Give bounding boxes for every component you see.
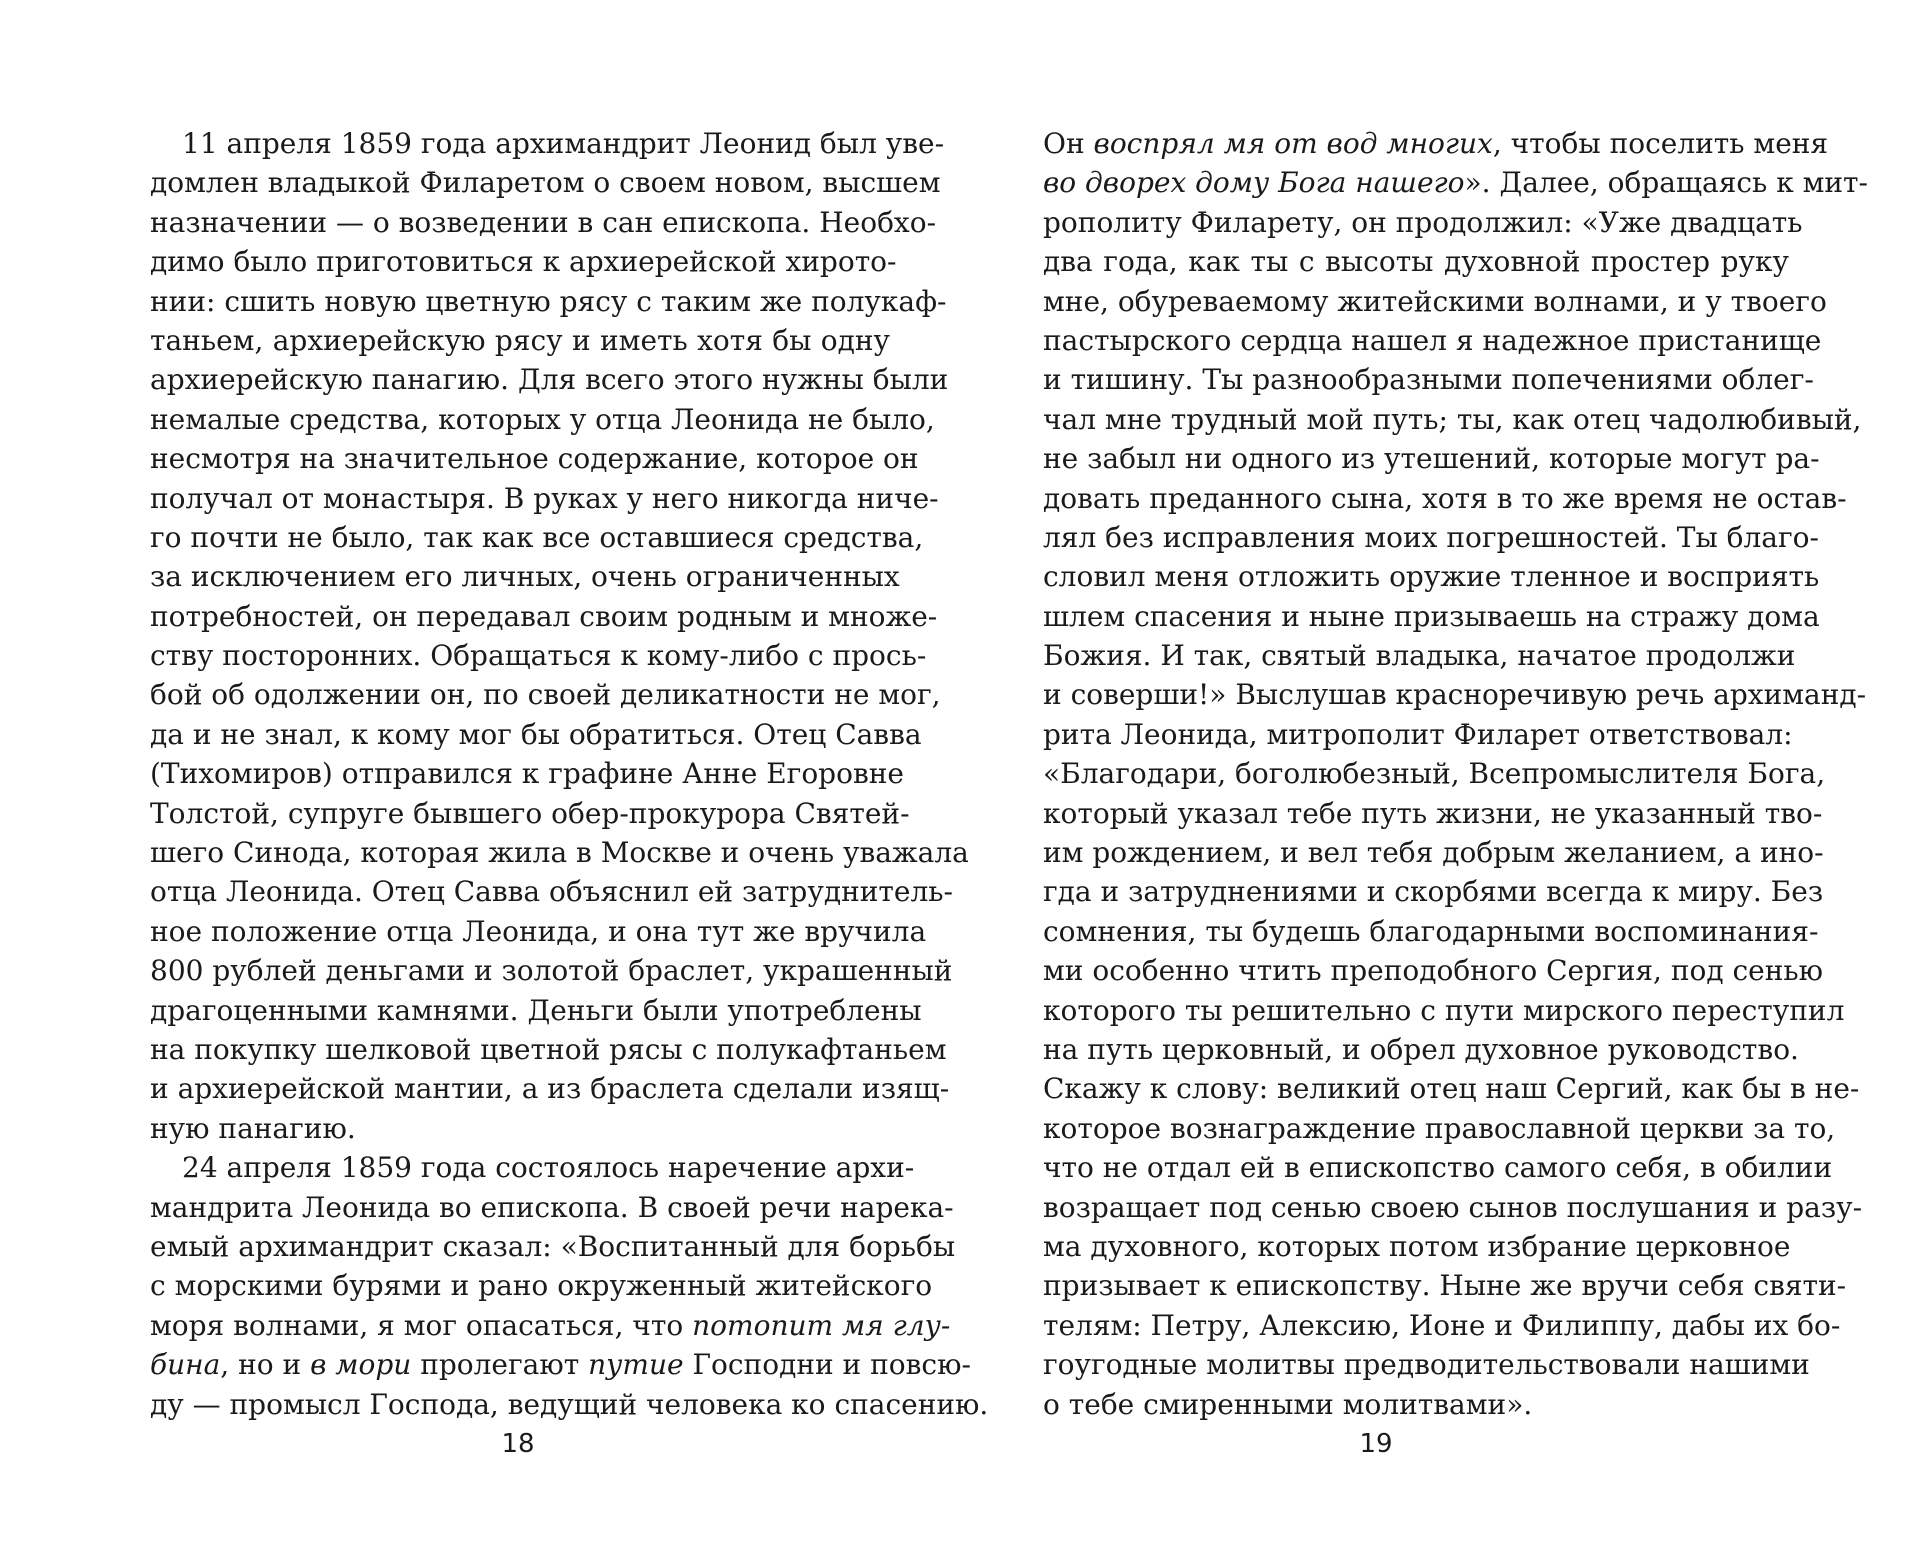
text-line: ству посторонних. Обращаться к кому-либо с прось- xyxy=(150,639,927,673)
right-page-text xyxy=(1043,124,1868,1424)
text-line: и тишину. Ты разнообразными попечениями облег- xyxy=(1043,363,1814,397)
text-line: ное положение отца Леонида, и она тут же вручила xyxy=(150,914,927,948)
italic-fragment: воспрял мя от вод многих xyxy=(1093,127,1493,160)
text-line: гда и затруднениями и скорбями всегда к миру. Без xyxy=(1043,875,1824,909)
text-line: на покупку шелковой цветной рясы с полукафтаньем xyxy=(150,1032,947,1066)
text-line: ми особенно чтить преподобного Сергия, под сенью xyxy=(1043,954,1824,988)
text-line: отца Леонида. Отец Савва объяснил ей затруднитель- xyxy=(150,875,953,909)
text-line: таньем, архиерейскую рясу и иметь хотя бы одну xyxy=(150,323,890,357)
text-line: Толстой, супруге бывшего обер-прокурора Святей- xyxy=(150,796,910,830)
text-line: лял без исправления моих погрешностей. Ты благо- xyxy=(1043,520,1819,554)
text-line: нии: сшить новую цветную рясу с таким же полукаф- xyxy=(150,284,947,318)
text-line: сомнения, ты будешь благодарными воспоминания- xyxy=(1043,914,1819,948)
text-line: получал от монастыря. В руках у него никогда ниче- xyxy=(150,481,939,515)
text-line: телям: Петру, Алексию, Ионе и Филиппу, дабы их бо- xyxy=(1043,1308,1841,1342)
text-line: словил меня отложить оружие тленное и восприять xyxy=(1043,560,1820,594)
text-fragment: , чтобы поселить меня xyxy=(1492,127,1829,160)
text-line: и соверши!» Выслушав красноречивую речь архиманд- xyxy=(1043,678,1867,712)
left-page xyxy=(150,0,989,1564)
text-line: довать преданного сына, хотя в то же время не остав- xyxy=(1043,481,1847,515)
text-line: о тебе смиренными молитвами». xyxy=(1043,1387,1533,1421)
text-line: им рождением, и вел тебя добрым желанием, а ино- xyxy=(1043,836,1824,870)
text-line-mixed xyxy=(150,1345,971,1384)
right-page xyxy=(1043,0,1868,1564)
text-line: шлем спасения и ныне призываешь на стражу дома xyxy=(1043,599,1820,633)
text-line: и архиерейской мантии, а из браслета сделали изящ- xyxy=(150,1072,950,1106)
italic-fragment: путие xyxy=(588,1348,684,1382)
text-line: рита Леонида, митрополит Филарет ответствовал: xyxy=(1043,717,1793,751)
text-line: архиерейскую панагию. Для всего этого нужны были xyxy=(150,363,949,397)
text-line: димо было приготовиться к архиерейской хирото- xyxy=(150,245,897,279)
text-line: шего Синода, которая жила в Москве и очень уважала xyxy=(150,836,969,870)
text-line: драгоценными камнями. Деньги были употреблены xyxy=(150,993,922,1027)
text-line: ную панагию. xyxy=(150,1111,356,1145)
text-line: ду — промысл Господа, ведущий человека ко спасению. xyxy=(150,1387,989,1421)
text-fragment: , но и xyxy=(220,1348,311,1382)
text-line: с морскими бурями и рано окруженный житейского xyxy=(150,1269,933,1303)
text-line: который указал тебе путь жизни, не указанный тво- xyxy=(1043,796,1823,830)
text-line: чал мне трудный мой путь; ты, как отец чадолюбивый, xyxy=(1043,402,1862,436)
text-line: несмотря на значительное содержание, которое он xyxy=(150,442,919,476)
text-line: пастырского сердца нашел я надежное пристанище xyxy=(1043,323,1822,357)
italic-fragment: бина xyxy=(150,1348,221,1382)
text-line: мне, обуреваемому житейскими волнами, и у твоего xyxy=(1043,284,1827,318)
text-line: «Благодари, боголюбезный, Всепромыслителя Бога, xyxy=(1043,757,1826,791)
text-line: не забыл ни одного из утешений, которые могут ра- xyxy=(1043,442,1820,476)
italic-fragment: во дворех дому Бога нашего xyxy=(1043,166,1465,200)
text-line: (Тихомиров) отправился к графине Анне Егоровне xyxy=(150,757,904,791)
italic-fragment: в мори xyxy=(310,1348,412,1382)
text-fragment: пролегают xyxy=(411,1348,589,1382)
text-line: немалые средства, которых у отца Леонида не было, xyxy=(150,402,935,436)
text-fragment: Господни и повсю- xyxy=(683,1348,971,1382)
text-line: емый архимандрит сказал: «Воспитанный для борьбы xyxy=(150,1229,956,1263)
text-line: которое вознаграждение православной церкви за то, xyxy=(1043,1111,1836,1145)
text-line-mixed xyxy=(1043,163,1868,202)
text-line: призывает к епископству. Ныне же вручи себя святи- xyxy=(1043,1269,1847,1303)
text-line-mixed xyxy=(150,1306,951,1345)
text-line: го почти не было, так как все оставшиеся средства, xyxy=(150,520,924,554)
text-line: ма духовного, которых потом избрание церковное xyxy=(1043,1229,1791,1263)
page-number: 18 xyxy=(501,1429,535,1459)
text-line: два года, как ты с высоты духовной простер руку xyxy=(1043,245,1789,279)
text-line: за исключением его личных, очень ограниченных xyxy=(150,560,900,594)
text-fragment: ». Далее, обращаясь к мит- xyxy=(1464,166,1868,200)
italic-fragment: потопит мя глу- xyxy=(692,1308,951,1342)
text-fragment: моря волнами, я мог опасаться, что xyxy=(150,1308,693,1342)
text-fragment: Он xyxy=(1043,127,1094,160)
text-line-mixed xyxy=(1043,124,1829,163)
text-line: гоугодные молитвы предводительствовали нашими xyxy=(1043,1348,1810,1382)
text-line: 24 апреля 1859 года состоялось наречение архи- xyxy=(182,1151,915,1185)
page-number: 19 xyxy=(1359,1429,1393,1459)
text-line: возращает под сенью своею сынов послушания и разу- xyxy=(1043,1190,1863,1224)
text-line: мандрита Леонида во епископа. В своей речи нарека- xyxy=(150,1190,954,1224)
text-line: рополиту Филарету, он продолжил: «Уже двадцать xyxy=(1043,205,1803,239)
text-line: 800 рублей деньгами и золотой браслет, украшенный xyxy=(150,954,953,988)
text-line: домлен владыкой Филаретом о своем новом, высшем xyxy=(150,166,941,200)
text-line: потребностей, он передавал своим родным и множе- xyxy=(150,599,938,633)
text-line: да и не знал, к кому мог бы обратиться. Отец Савва xyxy=(150,717,922,751)
text-line: 11 апреля 1859 года архимандрит Леонид был уве- xyxy=(182,127,945,160)
text-line: бой об одолжении он, по своей деликатности не мог, xyxy=(150,678,941,712)
text-line: которого ты решительно с пути мирского переступил xyxy=(1043,993,1845,1027)
text-line: что не отдал ей в епископство самого себя, в обилии xyxy=(1043,1151,1833,1185)
text-line: Скажу к слову: великий отец наш Сергий, как бы в не- xyxy=(1043,1072,1860,1106)
text-line: Божия. И так, святый владыка, начатое продолжи xyxy=(1043,639,1796,673)
text-line: назначении — о возведении в сан епископа. Необхо- xyxy=(150,205,937,239)
left-page-text xyxy=(150,124,989,1424)
text-line: на путь церковный, и обрел духовное руководство. xyxy=(1043,1032,1799,1066)
